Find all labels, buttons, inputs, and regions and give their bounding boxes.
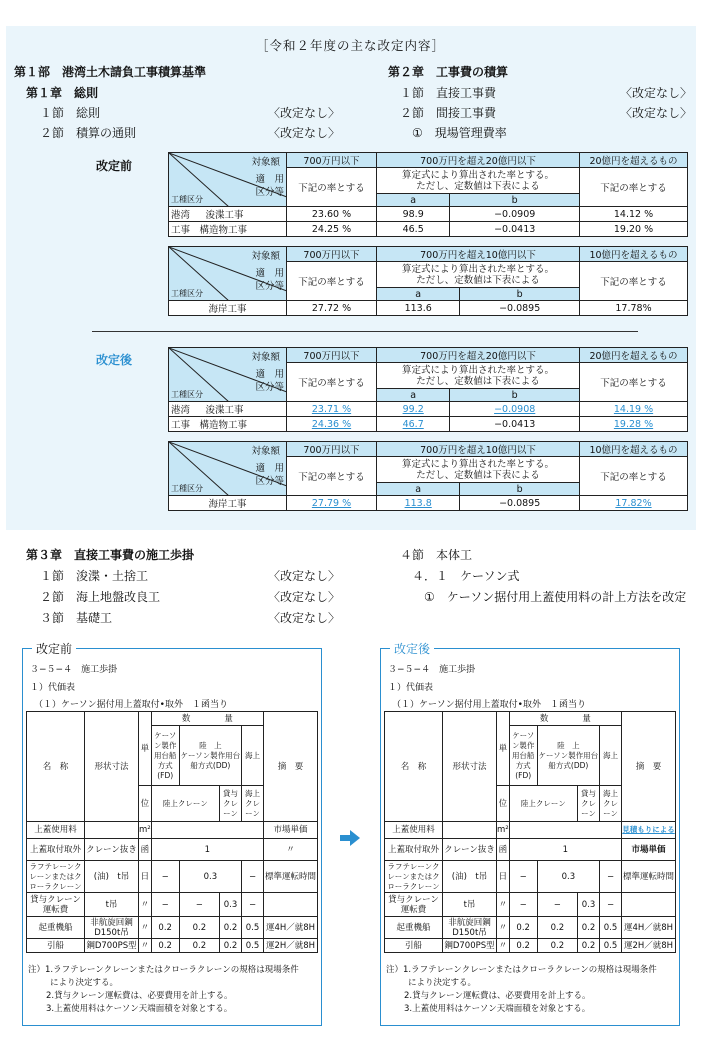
ch2-section2: ２節 間接工事費 <box>400 106 497 120</box>
cell: 14.19 % <box>580 402 688 417</box>
header-col2: 700万円以下 <box>287 442 377 457</box>
work-ref: ３−５−４ 施工歩掛 <box>388 665 476 675</box>
h-spec: 形状寸法 <box>85 712 139 822</box>
rule-text: 下記の率とする <box>287 262 377 301</box>
header-b: b <box>450 194 580 207</box>
cell: 運4H／就8H <box>622 917 676 939</box>
row-dredge: 港湾 浚渫工事 <box>169 207 287 222</box>
cell: 函 <box>497 839 510 861</box>
cell: −0.0909 <box>450 207 580 222</box>
ch2-section2-status: 〈改定なし〉 <box>620 106 693 120</box>
formula-text: 算定式により算出された率とする。 ただし、定数値は下表による <box>377 262 580 288</box>
cell: 市場単価 <box>264 822 318 839</box>
ch1-section2: ２節 積算の通則 <box>40 126 137 140</box>
cell: 函 <box>139 839 152 861</box>
rule-text: 下記の率とする <box>287 168 377 207</box>
cell: 見積もりによる <box>622 822 676 839</box>
r6-name: 引船 <box>385 939 443 953</box>
formula-text: 算定式により算出された率とする。 ただし、定数値は下表による <box>377 457 580 483</box>
cell: − <box>509 893 537 917</box>
h-pos: 位 <box>497 786 510 822</box>
cell: 23.60 % <box>287 207 377 222</box>
cell: −0.0895 <box>460 496 580 511</box>
cell: 0.3 <box>179 861 241 893</box>
rate-table-before-coast <box>168 246 688 316</box>
cell: 0.2 <box>220 939 242 953</box>
ch3-section2: ２節 海上地盤改良工 <box>40 590 161 604</box>
header-koshu: 工種区分 <box>171 195 203 204</box>
h-kashi: 貸与クレーン <box>220 786 242 822</box>
cell: − <box>151 893 179 917</box>
cell: 非航旋回鋼D150t吊 <box>443 917 497 939</box>
formula-text: 算定式により算出された率とする。 ただし、定数値は下表による <box>377 168 580 194</box>
ch1-section2-status: 〈改定なし〉 <box>268 126 341 140</box>
cell: − <box>537 893 577 917</box>
cell: 標準運転時間 <box>264 861 318 893</box>
cell: 46.5 <box>377 222 450 237</box>
work-ref: ３−５−４ 施工歩掛 <box>30 665 118 675</box>
chapter2-heading: 第２章 工事費の積算 <box>388 65 509 79</box>
header-b: b <box>460 483 580 496</box>
header-col2: 700万円以下 <box>287 247 377 262</box>
ch3-section4: ４節 本体工 <box>400 548 473 562</box>
row-coast: 海岸工事 <box>169 496 287 511</box>
rule-text: 下記の率とする <box>287 457 377 496</box>
before-label: 改定前 <box>96 159 133 173</box>
table-corner: 対象額 適 用 区分等 工種区分 <box>169 348 287 402</box>
cell: 0.2 <box>509 917 537 939</box>
h-land: 陸 上 ケーソン製作用台船方式(DD) <box>537 726 599 786</box>
cell: m² <box>139 822 152 839</box>
r5-name: 起重機船 <box>385 917 443 939</box>
cell: − <box>151 861 179 893</box>
cell: 〃 <box>264 839 318 861</box>
ch2-section1: １節 直接工事費 <box>400 86 497 100</box>
rate-table-after-port <box>168 347 688 432</box>
cell: 46.7 <box>377 417 450 432</box>
cell: 0.3 <box>537 861 599 893</box>
cell: − <box>600 861 622 893</box>
rate-table-after-coast <box>168 441 688 511</box>
cell: 27.72 % <box>287 301 377 316</box>
ch2-section1-status: 〈改定なし〉 <box>620 86 693 100</box>
cell: 1 <box>151 839 263 861</box>
cell: 99.2 <box>377 402 450 417</box>
cell: 〃 <box>139 939 152 953</box>
ch3-section1: １節 浚渫・土捨工 <box>40 569 149 583</box>
divider <box>92 331 638 332</box>
ch1-section1: １節 総則 <box>40 106 101 120</box>
cell: 17.82% <box>580 496 688 511</box>
cell: 113.6 <box>377 301 460 316</box>
r2-name: 上蓋取付取外 <box>27 839 85 861</box>
page-title: ［令和２年度の主な改定内容］ <box>255 38 445 53</box>
rule-text: 下記の率とする <box>580 363 688 402</box>
cell: (油) t吊 <box>443 861 497 893</box>
header-kubun: 区分等 <box>255 187 284 198</box>
header-b: b <box>460 288 580 301</box>
h-fd: ケーソン製作用台船方式(FD) <box>151 726 179 786</box>
cell: − <box>509 861 537 893</box>
h-sea: 海上 <box>600 726 622 786</box>
r4-name: 貸与クレーン運転費 <box>385 893 443 917</box>
header-col3: 700万円を超え20億円以下 <box>377 348 580 363</box>
h-qty: 数 量 <box>151 712 263 726</box>
rate-table-before-port <box>168 152 688 237</box>
header-col2: 700万円以下 <box>287 153 377 168</box>
chapter3-heading: 第３章 直接工事費の施工歩掛 <box>26 548 195 562</box>
cell: −0.0908 <box>450 402 580 417</box>
work-table-before <box>26 711 318 953</box>
cell: 〃 <box>139 917 152 939</box>
r1-name: 上蓋使用料 <box>385 822 443 839</box>
chapter1-heading: 第１章 総則 <box>26 86 99 100</box>
cell: 23.71 % <box>287 402 377 417</box>
header-col2: 700万円以下 <box>287 348 377 363</box>
cell: 日 <box>139 861 152 893</box>
cell: 0.3 <box>578 893 600 917</box>
h-landcrane: 陸上クレーン <box>151 786 219 822</box>
cell: 非航旋回鋼D150t吊 <box>85 917 139 939</box>
cell: 日 <box>497 861 510 893</box>
cell: 運4H／就8H <box>264 917 318 939</box>
h-note: 摘 要 <box>264 712 318 822</box>
header-col3: 700万円を超え10億円以下 <box>377 247 580 262</box>
table-corner <box>169 153 287 207</box>
cell: t吊 <box>85 893 139 917</box>
cell: − <box>179 893 219 917</box>
cell: 〃 <box>139 893 152 917</box>
h-fd: ケーソン製作用台船方式(FD) <box>509 726 537 786</box>
cell: 0.5 <box>242 917 264 939</box>
row-coast: 海岸工事 <box>169 301 287 316</box>
cell: 113.8 <box>377 496 460 511</box>
table-corner: 対象額 適 用 区分等 工種区分 <box>169 247 287 301</box>
part1-heading: 第１部 港湾土木請負工事積算基準 <box>14 65 207 79</box>
h-land: 陸 上 ケーソン製作用台船方式(DD) <box>179 726 241 786</box>
ch3-section3-status: 〈改定なし〉 <box>268 611 341 625</box>
h-spec: 形状寸法 <box>443 712 497 822</box>
cell: 19.28 % <box>580 417 688 432</box>
header-col4: 20億円を超えるもの <box>580 348 688 363</box>
cell: 24.36 % <box>287 417 377 432</box>
cell: 鋼D700PS型 <box>86 940 137 951</box>
cell: 0.2 <box>537 939 577 953</box>
row-structure: 工事 構造物工事 <box>169 417 287 432</box>
cell: 0.2 <box>509 939 537 953</box>
cell: m² <box>497 822 510 839</box>
cell: 〃 <box>497 917 510 939</box>
r2-name: 上蓋取付取外 <box>385 839 443 861</box>
header-a: a <box>377 389 450 402</box>
cell: 〃 <box>497 939 510 953</box>
h-name: 名 称 <box>27 712 85 822</box>
ch3-section2-status: 〈改定なし〉 <box>268 590 341 604</box>
r5-name: 起重機船 <box>27 917 85 939</box>
cell: 運2H／就8H <box>264 939 318 953</box>
cell: − <box>242 861 264 893</box>
cell: 0.2 <box>179 939 219 953</box>
header-col3: 700万円を超え10億円以下 <box>377 442 580 457</box>
h-unit: 単 <box>497 712 510 786</box>
cell: 0.2 <box>151 939 179 953</box>
cell: 0.5 <box>600 917 622 939</box>
header-a: a <box>377 288 460 301</box>
h-landcrane: 陸上クレーン <box>509 786 577 822</box>
ch3-section41a: ① ケーソン据付用上蓋使用料の計上方法を改定 <box>424 590 687 604</box>
cell: −0.0413 <box>450 417 580 432</box>
notes-after: 注）1.ラフテレーンクレーンまたはクローラクレーンの規格は現場条件 により決定する。 2.貸与クレーン運転費は、必要費用を計上する。 3.上蓋使用料はケーソン天端面積を対象とする。 <box>386 965 657 1014</box>
cell: 〃 <box>497 893 510 917</box>
cell: クレーン抜き <box>85 839 139 861</box>
cell: 98.9 <box>377 207 450 222</box>
cell: 0.2 <box>578 917 600 939</box>
cell: 鋼D700PS型 <box>444 940 495 951</box>
r1-name: 上蓋使用料 <box>27 822 85 839</box>
work-sub1: １）代価表 <box>30 683 76 693</box>
rule-text: 下記の率とする <box>580 168 688 207</box>
header-col3: 700万円を超え20億円以下 <box>377 153 580 168</box>
header-b: b <box>450 389 580 402</box>
cell: −0.0413 <box>450 222 580 237</box>
row-dredge: 港湾 浚渫工事 <box>169 402 287 417</box>
notes-before: 注）1.ラフテレーンクレーンまたはクローラクレーンの規格は現場条件 により決定する。 2.貸与クレーン運転費は、必要費用を計上する。 3.上蓋使用料はケーソン天端面積を対象とする。 <box>28 965 299 1014</box>
ch3-section3: ３節 基礎工 <box>40 611 113 625</box>
header-target-amount: 対象額 <box>251 157 280 168</box>
arrow-right-icon <box>340 828 360 848</box>
cell: − <box>600 893 622 917</box>
header-a: a <box>377 194 450 207</box>
header-apply: 適 用 <box>255 174 284 185</box>
cell: クレーン抜き <box>443 839 497 861</box>
h-seaup: 海上クレーン <box>242 786 264 822</box>
h-kashi: 貸与クレーン <box>578 786 600 822</box>
h-seaup: 海上クレーン <box>600 786 622 822</box>
cell: 運2H／就8H <box>622 939 676 953</box>
header-a: a <box>377 483 460 496</box>
rule-text: 下記の率とする <box>287 363 377 402</box>
header-col4: 10億円を超えるもの <box>580 442 688 457</box>
header-col4: 10億円を超えるもの <box>580 247 688 262</box>
cell: 24.25 % <box>287 222 377 237</box>
cell: 0.3 <box>220 893 242 917</box>
formula-text: 算定式により算出された率とする。 ただし、定数値は下表による <box>377 363 580 389</box>
cell: 0.2 <box>151 917 179 939</box>
cell: 19.20 % <box>580 222 688 237</box>
cell: − <box>242 893 264 917</box>
ch3-section1-status: 〈改定なし〉 <box>268 569 341 583</box>
r3-name: ラフテレーンクレーンまたはクローラクレーン <box>27 861 85 893</box>
cell: 0.5 <box>600 939 622 953</box>
r6-name: 引船 <box>27 939 85 953</box>
cell: 0.5 <box>242 939 264 953</box>
cell: 14.12 % <box>580 207 688 222</box>
cell: t吊 <box>443 893 497 917</box>
cell: −0.0895 <box>460 301 580 316</box>
cell: 27.79 % <box>287 496 377 511</box>
h-note: 摘 要 <box>622 712 676 822</box>
ch1-section1-status: 〈改定なし〉 <box>268 106 341 120</box>
cell: 0.2 <box>179 917 219 939</box>
rule-text: 下記の率とする <box>580 457 688 496</box>
r4-name: 貸与クレーン運転費 <box>27 893 85 917</box>
h-unit: 単 <box>139 712 152 786</box>
cell: (油) t吊 <box>85 861 139 893</box>
cell: 標準運転時間 <box>622 861 676 893</box>
ch2-section3: ① 現場管理費率 <box>412 126 507 140</box>
work-before-label: 改定前 <box>32 640 76 657</box>
ch3-section41: ４．１ ケーソン式 <box>412 569 520 583</box>
work-sub1: １）代価表 <box>388 683 434 693</box>
r3-name: ラフテレーンクレーンまたはクローラクレーン <box>385 861 443 893</box>
cell: 1 <box>509 839 621 861</box>
h-name: 名 称 <box>385 712 443 822</box>
h-qty: 数 量 <box>509 712 621 726</box>
work-sub2: （１）ケーソン据付用上蓋取付•取外 １函当り <box>34 700 228 710</box>
header-col4: 20億円を超えるもの <box>580 153 688 168</box>
table-corner: 対象額 適 用 区分等 工種区分 <box>169 442 287 496</box>
h-sea: 海上 <box>242 726 264 786</box>
work-table-after <box>384 711 676 953</box>
cell: 0.2 <box>220 917 242 939</box>
h-pos: 位 <box>139 786 152 822</box>
row-structure: 工事 構造物工事 <box>169 222 287 237</box>
work-sub2: （１）ケーソン据付用上蓋取付•取外 １函当り <box>392 700 586 710</box>
cell: 17.78% <box>580 301 688 316</box>
rule-text: 下記の率とする <box>580 262 688 301</box>
work-after-label: 改定後 <box>390 640 434 657</box>
cell: 0.2 <box>537 917 577 939</box>
cell: 0.2 <box>578 939 600 953</box>
cell: 市場単価 <box>622 839 676 861</box>
after-label: 改定後 <box>96 353 133 367</box>
